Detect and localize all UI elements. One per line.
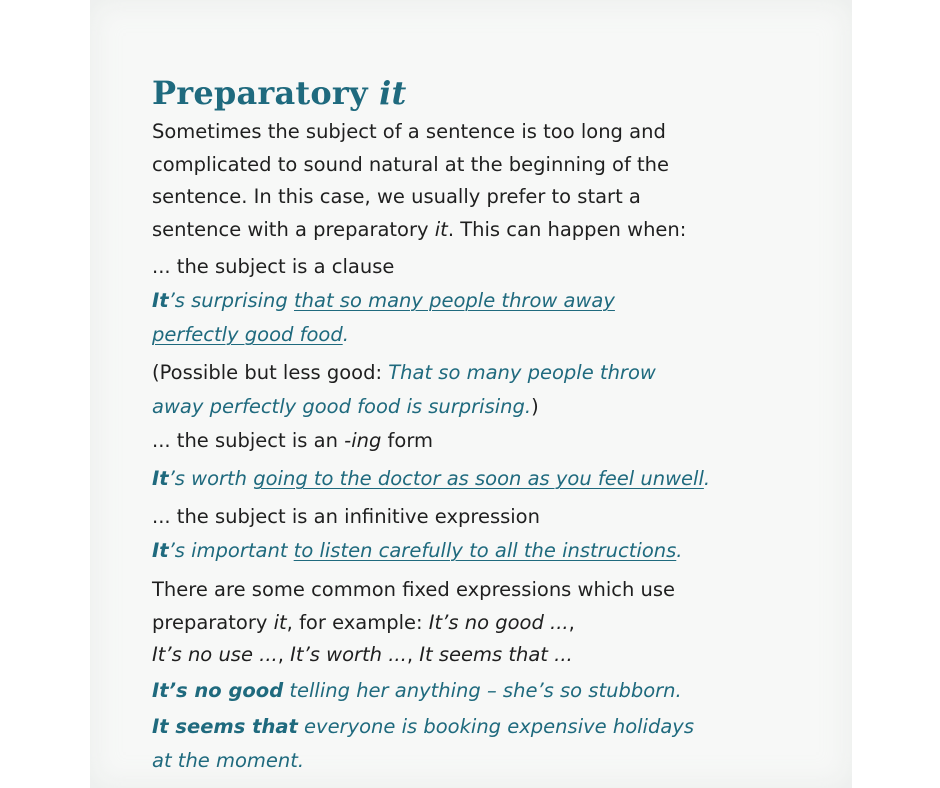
intro-italic-it: it xyxy=(434,217,448,241)
note-text: (Possible but less good: xyxy=(152,361,389,384)
example-sentence xyxy=(152,284,772,318)
fixed-italic: it xyxy=(273,610,287,634)
fixed-text: preparatory xyxy=(152,610,274,634)
example-sentence xyxy=(152,462,772,496)
heading-italic: -ing xyxy=(344,429,382,452)
note-text: ) xyxy=(531,395,539,418)
example-sentence-cont: at the moment. xyxy=(152,748,305,772)
heading-text: ... the subject is an xyxy=(152,429,345,452)
intro-line: sentence. In this case, we usually prefer to start a xyxy=(152,185,641,208)
example-sentence-cont xyxy=(152,318,772,352)
example-text: telling her anything – she’s so stubborn. xyxy=(283,678,682,702)
case-ing-form xyxy=(152,424,772,496)
example-sentence xyxy=(152,534,772,568)
case-infinitive xyxy=(152,500,772,568)
fixed-text: , for example: xyxy=(286,610,429,634)
fixed-expression: It seems that ... xyxy=(419,643,573,666)
example-text: . xyxy=(342,323,349,346)
case-clause xyxy=(152,250,772,424)
title-italic: it xyxy=(379,74,407,112)
fixed-line: There are some common fixed expressions which use xyxy=(152,578,676,601)
heading-text: form xyxy=(381,429,434,452)
example-bold: It xyxy=(152,467,169,490)
example-underlined: to listen carefully to all the instructions xyxy=(293,539,677,562)
example-bold: It xyxy=(152,539,169,562)
note-example: away perfectly good food is surprising. xyxy=(152,395,532,418)
fixed-text: , xyxy=(568,610,575,634)
alternative-note xyxy=(152,356,772,390)
fixed-text: , xyxy=(406,643,420,666)
example-underlined: going to the doctor as soon as you feel unwell xyxy=(253,467,704,490)
example-text: ’s important xyxy=(168,539,294,562)
intro-text: . This can happen when: xyxy=(447,217,687,241)
intro-line: Sometimes the subject of a sentence is too long and xyxy=(152,120,666,143)
example-text: ’s worth xyxy=(168,467,254,490)
example-text: . xyxy=(676,539,683,562)
case-heading xyxy=(152,424,772,458)
fixed-expression: It’s no use ... xyxy=(152,643,278,666)
case-heading: ... the subject is an infinitive expression xyxy=(152,505,540,528)
title-text: Preparatory xyxy=(152,74,380,112)
fixed-examples xyxy=(152,674,772,778)
fixed-line xyxy=(152,607,772,640)
intro-line xyxy=(152,214,772,247)
example-sentence xyxy=(152,674,772,708)
example-bold: It xyxy=(152,289,169,312)
fixed-expression: It’s no good ... xyxy=(428,610,569,634)
example-sentence xyxy=(152,710,772,744)
intro-paragraph xyxy=(152,116,772,246)
fixed-line xyxy=(152,639,772,672)
alternative-note-cont xyxy=(152,390,772,424)
example-text: . xyxy=(703,467,711,490)
grammar-section xyxy=(152,70,772,778)
section-title xyxy=(152,70,772,116)
intro-line: complicated to sound natural at the beginning of the xyxy=(152,152,670,176)
example-bold: It seems that xyxy=(152,714,298,738)
fixed-text: , xyxy=(277,643,291,666)
example-underlined: that so many people throw away xyxy=(294,289,615,312)
example-text: ’s surprising xyxy=(168,289,294,312)
fixed-expressions xyxy=(152,574,772,672)
example-underlined: perfectly good food xyxy=(152,323,343,346)
note-example: That so many people throw xyxy=(388,361,656,384)
example-bold: It’s no good xyxy=(152,678,284,702)
case-heading: ... the subject is a clause xyxy=(152,255,395,278)
fixed-expression: It’s worth ... xyxy=(290,643,407,666)
intro-text: sentence with a preparatory xyxy=(152,217,435,241)
example-text: everyone is booking expensive holidays xyxy=(297,714,694,738)
